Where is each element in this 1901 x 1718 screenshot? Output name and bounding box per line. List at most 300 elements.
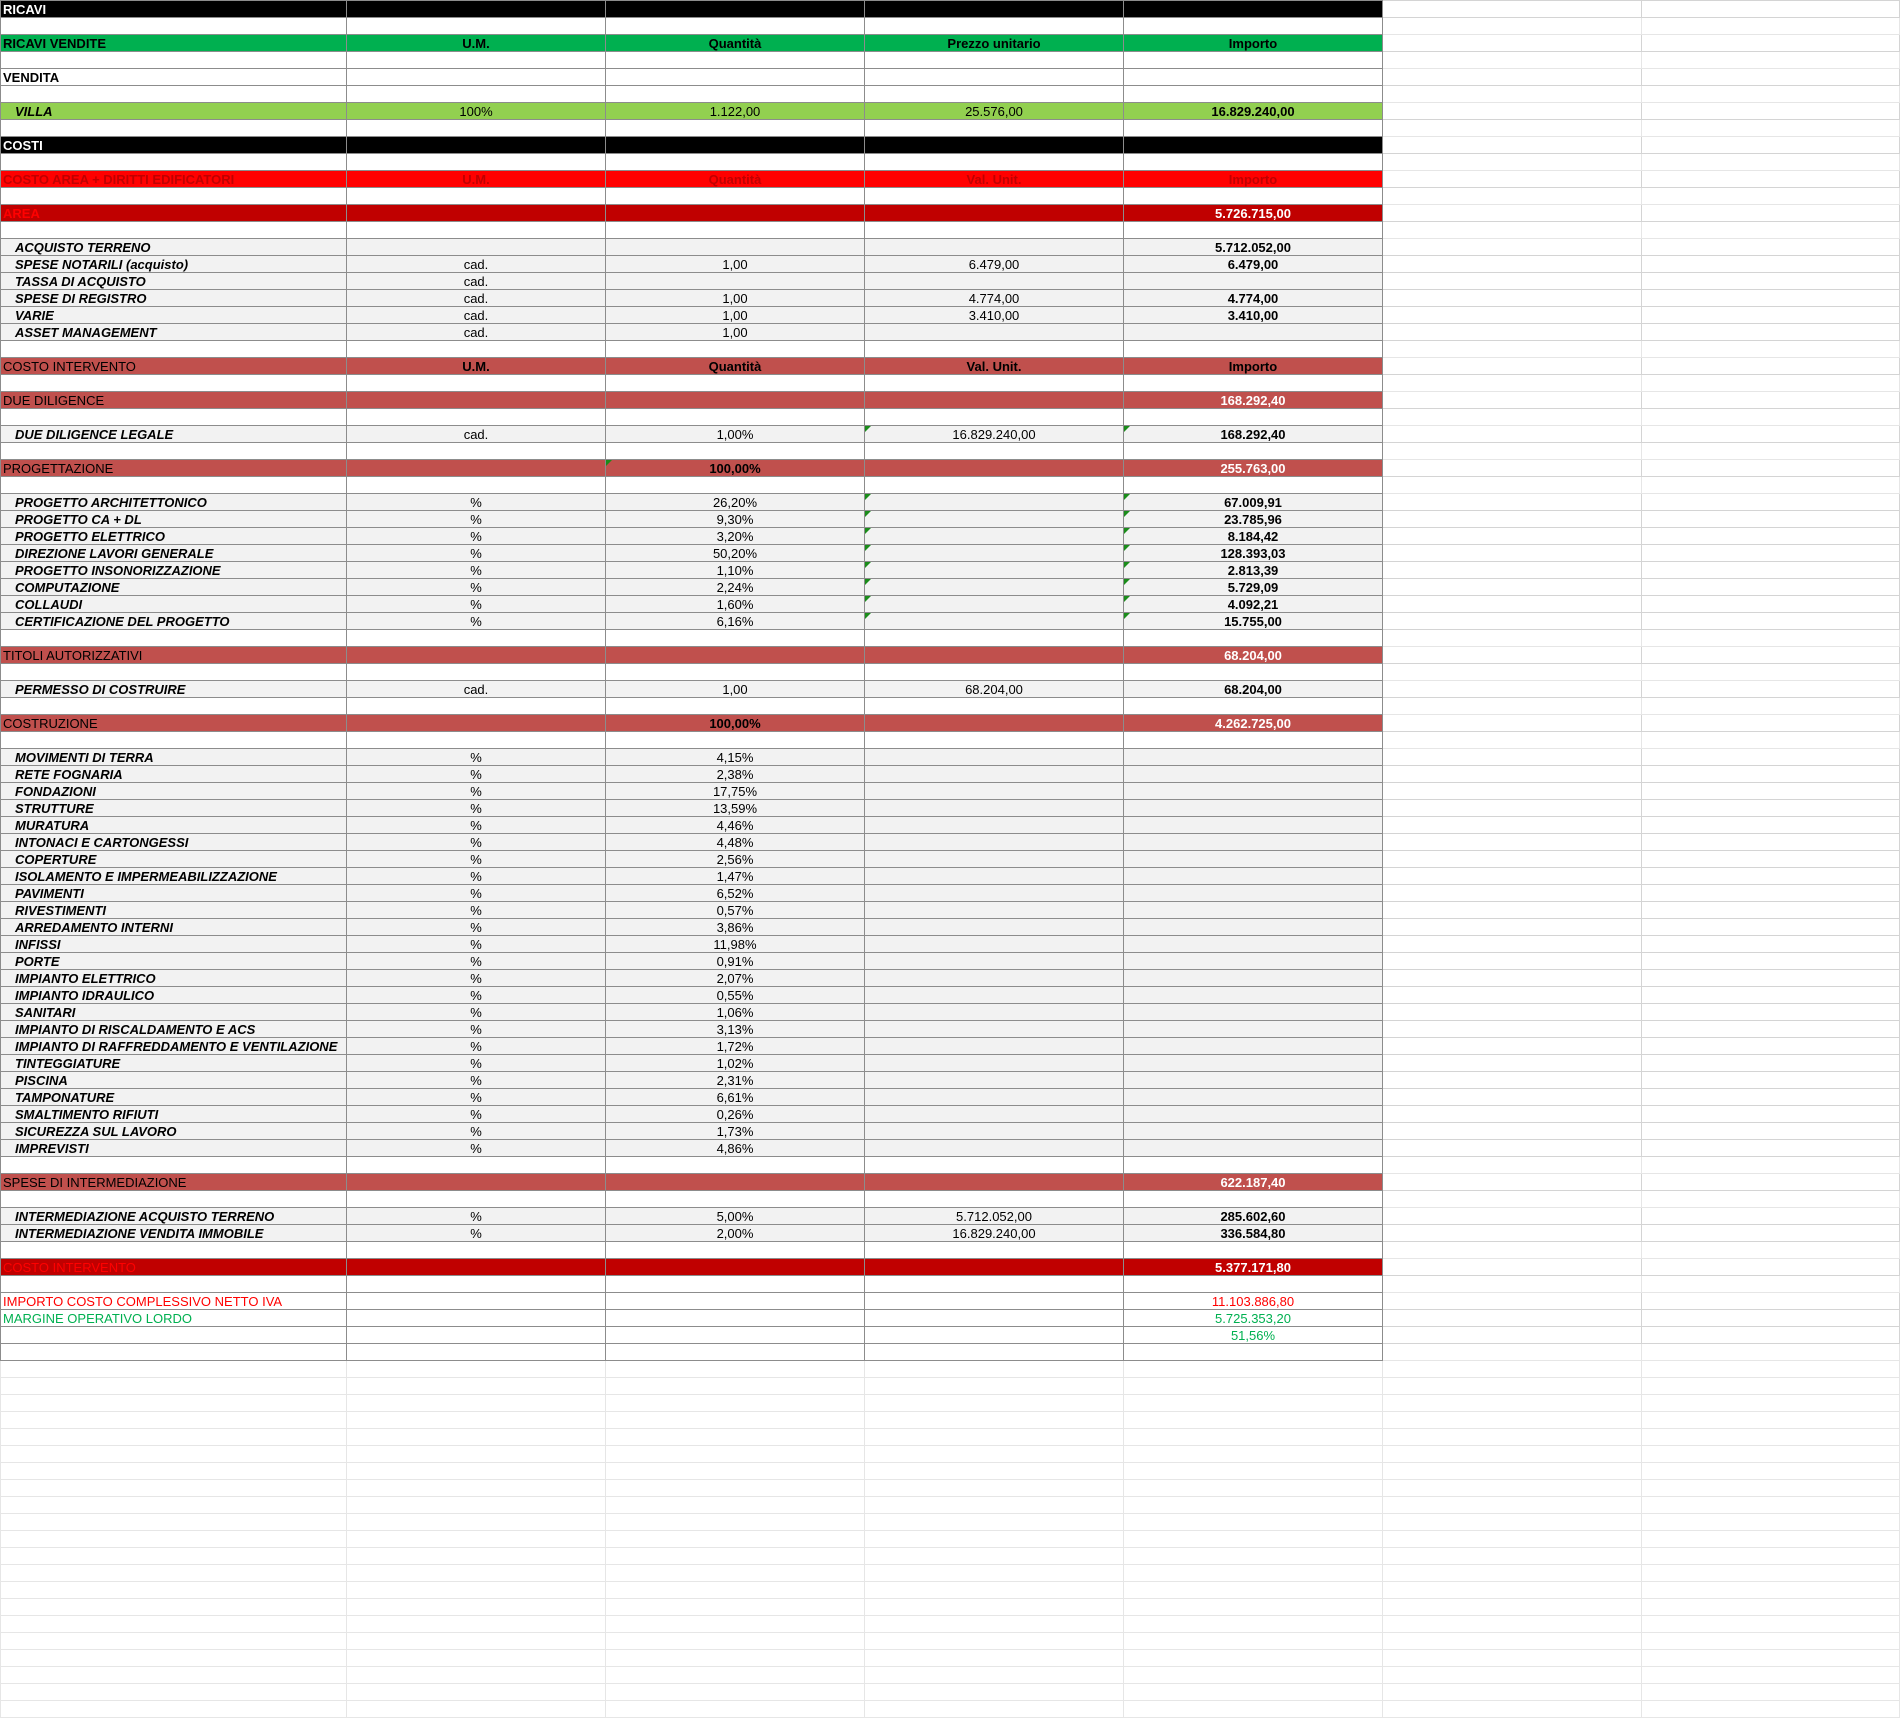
- empty-cell[interactable]: [1383, 1412, 1642, 1429]
- sheet-cell[interactable]: [606, 664, 865, 681]
- sheet-cell[interactable]: 2,31%: [606, 1072, 865, 1089]
- sheet-cell[interactable]: 2,38%: [606, 766, 865, 783]
- empty-cell[interactable]: [1642, 579, 1900, 596]
- sheet-cell[interactable]: 100%: [347, 103, 606, 120]
- empty-cell[interactable]: [1383, 307, 1642, 324]
- sheet-cell[interactable]: [865, 86, 1124, 103]
- sheet-cell[interactable]: %: [347, 936, 606, 953]
- empty-cell[interactable]: [1383, 86, 1642, 103]
- empty-cell[interactable]: [865, 1395, 1124, 1412]
- empty-cell[interactable]: [1642, 987, 1900, 1004]
- empty-cell[interactable]: [1383, 1140, 1642, 1157]
- sheet-cell[interactable]: 5.712.052,00: [865, 1208, 1124, 1225]
- sheet-cell[interactable]: cad.: [347, 307, 606, 324]
- sheet-cell[interactable]: %: [347, 987, 606, 1004]
- empty-cell[interactable]: [1, 1650, 347, 1667]
- empty-cell[interactable]: [1642, 1225, 1900, 1242]
- sheet-cell[interactable]: [865, 18, 1124, 35]
- sheet-cell[interactable]: [347, 630, 606, 647]
- empty-cell[interactable]: [1642, 732, 1900, 749]
- empty-cell[interactable]: [1642, 1191, 1900, 1208]
- empty-cell[interactable]: [606, 1395, 865, 1412]
- sheet-cell[interactable]: [1124, 1140, 1383, 1157]
- sheet-cell[interactable]: [1124, 137, 1383, 154]
- empty-cell[interactable]: [606, 1378, 865, 1395]
- sheet-cell[interactable]: [1124, 1242, 1383, 1259]
- sheet-cell[interactable]: [1124, 120, 1383, 137]
- empty-cell[interactable]: [1642, 426, 1900, 443]
- empty-cell[interactable]: [1642, 1004, 1900, 1021]
- sheet-cell[interactable]: [865, 1123, 1124, 1140]
- sheet-cell[interactable]: [865, 630, 1124, 647]
- sheet-cell[interactable]: [865, 188, 1124, 205]
- sheet-cell[interactable]: 168.292,40: [1124, 392, 1383, 409]
- empty-cell[interactable]: [1642, 1395, 1900, 1412]
- sheet-cell[interactable]: [1124, 1055, 1383, 1072]
- sheet-cell[interactable]: [1124, 409, 1383, 426]
- sheet-cell[interactable]: [606, 205, 865, 222]
- sheet-cell[interactable]: Importo: [1124, 358, 1383, 375]
- sheet-cell[interactable]: [606, 86, 865, 103]
- sheet-cell[interactable]: 13,59%: [606, 800, 865, 817]
- sheet-cell[interactable]: %: [347, 528, 606, 545]
- sheet-cell[interactable]: [1, 1191, 347, 1208]
- empty-cell[interactable]: [347, 1361, 606, 1378]
- empty-cell[interactable]: [1642, 749, 1900, 766]
- sheet-cell[interactable]: 11,98%: [606, 936, 865, 953]
- sheet-cell[interactable]: IMPIANTO DI RAFFREDDAMENTO E VENTILAZIONE: [1, 1038, 347, 1055]
- sheet-cell[interactable]: [865, 698, 1124, 715]
- sheet-cell[interactable]: [606, 1259, 865, 1276]
- empty-cell[interactable]: [347, 1395, 606, 1412]
- empty-cell[interactable]: [1383, 1650, 1642, 1667]
- empty-cell[interactable]: [1124, 1412, 1383, 1429]
- empty-cell[interactable]: [606, 1429, 865, 1446]
- empty-cell[interactable]: [1383, 868, 1642, 885]
- empty-cell[interactable]: [1383, 358, 1642, 375]
- sheet-cell[interactable]: [1124, 987, 1383, 1004]
- sheet-cell[interactable]: 1,06%: [606, 1004, 865, 1021]
- sheet-cell[interactable]: [1124, 630, 1383, 647]
- sheet-cell[interactable]: [865, 936, 1124, 953]
- empty-cell[interactable]: [1642, 1701, 1900, 1718]
- sheet-cell[interactable]: [347, 1276, 606, 1293]
- empty-cell[interactable]: [1124, 1531, 1383, 1548]
- sheet-cell[interactable]: [347, 732, 606, 749]
- sheet-cell[interactable]: COSTO AREA + DIRITTI EDIFICATORI: [1, 171, 347, 188]
- sheet-cell[interactable]: [1, 154, 347, 171]
- sheet-cell[interactable]: [606, 647, 865, 664]
- empty-cell[interactable]: [865, 1616, 1124, 1633]
- sheet-cell[interactable]: [1124, 851, 1383, 868]
- sheet-cell[interactable]: [1124, 970, 1383, 987]
- empty-cell[interactable]: [1, 1429, 347, 1446]
- empty-cell[interactable]: [1383, 426, 1642, 443]
- sheet-cell[interactable]: [606, 392, 865, 409]
- sheet-cell[interactable]: [1, 18, 347, 35]
- sheet-cell[interactable]: [865, 1140, 1124, 1157]
- sheet-cell[interactable]: 15.755,00: [1124, 613, 1383, 630]
- sheet-cell[interactable]: INTERMEDIAZIONE ACQUISTO TERRENO: [1, 1208, 347, 1225]
- empty-cell[interactable]: [1383, 494, 1642, 511]
- empty-cell[interactable]: [1383, 664, 1642, 681]
- empty-cell[interactable]: [1124, 1395, 1383, 1412]
- sheet-cell[interactable]: [865, 817, 1124, 834]
- sheet-cell[interactable]: [1124, 477, 1383, 494]
- sheet-cell[interactable]: [606, 137, 865, 154]
- empty-cell[interactable]: [1642, 1038, 1900, 1055]
- sheet-cell[interactable]: 17,75%: [606, 783, 865, 800]
- empty-cell[interactable]: [1642, 443, 1900, 460]
- sheet-cell[interactable]: [1, 664, 347, 681]
- empty-cell[interactable]: [1642, 1310, 1900, 1327]
- sheet-cell[interactable]: 0,57%: [606, 902, 865, 919]
- sheet-cell[interactable]: [1124, 1, 1383, 18]
- sheet-cell[interactable]: [1124, 885, 1383, 902]
- sheet-cell[interactable]: 11.103.886,80: [1124, 1293, 1383, 1310]
- empty-cell[interactable]: [865, 1565, 1124, 1582]
- empty-cell[interactable]: [347, 1446, 606, 1463]
- empty-cell[interactable]: [1642, 222, 1900, 239]
- sheet-cell[interactable]: [1124, 1106, 1383, 1123]
- sheet-cell[interactable]: [347, 1327, 606, 1344]
- empty-cell[interactable]: [1383, 1480, 1642, 1497]
- sheet-cell[interactable]: U.M.: [347, 358, 606, 375]
- sheet-cell[interactable]: [865, 613, 1124, 630]
- sheet-cell[interactable]: [865, 494, 1124, 511]
- empty-cell[interactable]: [1383, 69, 1642, 86]
- empty-cell[interactable]: [1642, 494, 1900, 511]
- empty-cell[interactable]: [1383, 1038, 1642, 1055]
- empty-cell[interactable]: [1383, 35, 1642, 52]
- empty-cell[interactable]: [1383, 1531, 1642, 1548]
- sheet-cell[interactable]: 5.726.715,00: [1124, 205, 1383, 222]
- empty-cell[interactable]: [1642, 919, 1900, 936]
- sheet-cell[interactable]: 1,00: [606, 324, 865, 341]
- sheet-cell[interactable]: VARIE: [1, 307, 347, 324]
- sheet-cell[interactable]: [865, 732, 1124, 749]
- empty-cell[interactable]: [1642, 409, 1900, 426]
- empty-cell[interactable]: [1642, 562, 1900, 579]
- empty-cell[interactable]: [1383, 1004, 1642, 1021]
- sheet-cell[interactable]: RICAVI: [1, 1, 347, 18]
- sheet-cell[interactable]: [865, 868, 1124, 885]
- sheet-cell[interactable]: %: [347, 1123, 606, 1140]
- empty-cell[interactable]: [1642, 1429, 1900, 1446]
- sheet-cell[interactable]: [865, 545, 1124, 562]
- sheet-cell[interactable]: [1, 443, 347, 460]
- sheet-cell[interactable]: 4.774,00: [1124, 290, 1383, 307]
- sheet-cell[interactable]: [606, 443, 865, 460]
- sheet-cell[interactable]: 26,20%: [606, 494, 865, 511]
- sheet-cell[interactable]: [606, 477, 865, 494]
- sheet-cell[interactable]: [865, 1021, 1124, 1038]
- sheet-cell[interactable]: [865, 800, 1124, 817]
- empty-cell[interactable]: [1383, 409, 1642, 426]
- sheet-cell[interactable]: [606, 1191, 865, 1208]
- empty-cell[interactable]: [1383, 1633, 1642, 1650]
- empty-cell[interactable]: [1383, 715, 1642, 732]
- sheet-cell[interactable]: 6.479,00: [865, 256, 1124, 273]
- empty-cell[interactable]: [1124, 1667, 1383, 1684]
- sheet-cell[interactable]: COLLAUDI: [1, 596, 347, 613]
- empty-cell[interactable]: [347, 1599, 606, 1616]
- sheet-cell[interactable]: cad.: [347, 273, 606, 290]
- empty-cell[interactable]: [606, 1599, 865, 1616]
- sheet-cell[interactable]: 1,00: [606, 307, 865, 324]
- sheet-cell[interactable]: 4.262.725,00: [1124, 715, 1383, 732]
- sheet-cell[interactable]: 6,16%: [606, 613, 865, 630]
- sheet-cell[interactable]: PAVIMENTI: [1, 885, 347, 902]
- empty-cell[interactable]: [1383, 1616, 1642, 1633]
- empty-cell[interactable]: [1642, 1514, 1900, 1531]
- sheet-cell[interactable]: [1124, 1157, 1383, 1174]
- sheet-cell[interactable]: [1, 1276, 347, 1293]
- sheet-cell[interactable]: [347, 18, 606, 35]
- empty-cell[interactable]: [1124, 1446, 1383, 1463]
- sheet-cell[interactable]: Prezzo unitario: [865, 35, 1124, 52]
- empty-cell[interactable]: [1383, 18, 1642, 35]
- sheet-cell[interactable]: [347, 647, 606, 664]
- empty-cell[interactable]: [1383, 1395, 1642, 1412]
- empty-cell[interactable]: [865, 1378, 1124, 1395]
- sheet-cell[interactable]: TINTEGGIATURE: [1, 1055, 347, 1072]
- empty-cell[interactable]: [1124, 1701, 1383, 1718]
- empty-cell[interactable]: [1, 1395, 347, 1412]
- sheet-cell[interactable]: [1, 477, 347, 494]
- sheet-cell[interactable]: [347, 1191, 606, 1208]
- sheet-cell[interactable]: [606, 1157, 865, 1174]
- empty-cell[interactable]: [865, 1446, 1124, 1463]
- empty-cell[interactable]: [1642, 358, 1900, 375]
- empty-cell[interactable]: [1642, 341, 1900, 358]
- sheet-cell[interactable]: 1,10%: [606, 562, 865, 579]
- sheet-cell[interactable]: [606, 1344, 865, 1361]
- empty-cell[interactable]: [1642, 1174, 1900, 1191]
- empty-cell[interactable]: [606, 1565, 865, 1582]
- empty-cell[interactable]: [1124, 1378, 1383, 1395]
- sheet-cell[interactable]: %: [347, 1055, 606, 1072]
- sheet-cell[interactable]: [865, 222, 1124, 239]
- sheet-cell[interactable]: STRUTTURE: [1, 800, 347, 817]
- sheet-cell[interactable]: [1, 222, 347, 239]
- empty-cell[interactable]: [1642, 936, 1900, 953]
- sheet-cell[interactable]: 25.576,00: [865, 103, 1124, 120]
- sheet-cell[interactable]: [1124, 902, 1383, 919]
- empty-cell[interactable]: [1124, 1633, 1383, 1650]
- sheet-cell[interactable]: [606, 1, 865, 18]
- sheet-cell[interactable]: %: [347, 1021, 606, 1038]
- sheet-cell[interactable]: [1124, 154, 1383, 171]
- sheet-cell[interactable]: [1, 86, 347, 103]
- sheet-cell[interactable]: TITOLI AUTORIZZATIVI: [1, 647, 347, 664]
- sheet-cell[interactable]: [1, 375, 347, 392]
- sheet-cell[interactable]: %: [347, 613, 606, 630]
- empty-cell[interactable]: [865, 1650, 1124, 1667]
- empty-cell[interactable]: [1642, 1140, 1900, 1157]
- sheet-cell[interactable]: [606, 1276, 865, 1293]
- empty-cell[interactable]: [1383, 1361, 1642, 1378]
- empty-cell[interactable]: [1, 1667, 347, 1684]
- empty-cell[interactable]: [606, 1514, 865, 1531]
- sheet-cell[interactable]: [606, 120, 865, 137]
- empty-cell[interactable]: [1642, 953, 1900, 970]
- empty-cell[interactable]: [1383, 953, 1642, 970]
- sheet-cell[interactable]: cad.: [347, 426, 606, 443]
- sheet-cell[interactable]: [606, 341, 865, 358]
- sheet-cell[interactable]: [347, 409, 606, 426]
- empty-cell[interactable]: [1642, 1242, 1900, 1259]
- empty-cell[interactable]: [1383, 1157, 1642, 1174]
- empty-cell[interactable]: [1642, 528, 1900, 545]
- sheet-cell[interactable]: [865, 460, 1124, 477]
- empty-cell[interactable]: [1, 1701, 347, 1718]
- empty-cell[interactable]: [1642, 69, 1900, 86]
- sheet-cell[interactable]: [865, 647, 1124, 664]
- sheet-cell[interactable]: [865, 1242, 1124, 1259]
- empty-cell[interactable]: [1642, 1293, 1900, 1310]
- empty-cell[interactable]: [1383, 749, 1642, 766]
- sheet-cell[interactable]: [347, 375, 606, 392]
- empty-cell[interactable]: [1642, 171, 1900, 188]
- sheet-cell[interactable]: [865, 1038, 1124, 1055]
- empty-cell[interactable]: [1383, 1599, 1642, 1616]
- empty-cell[interactable]: [1642, 392, 1900, 409]
- empty-cell[interactable]: [1642, 52, 1900, 69]
- sheet-cell[interactable]: [865, 970, 1124, 987]
- sheet-cell[interactable]: [1124, 1038, 1383, 1055]
- sheet-cell[interactable]: 4.774,00: [865, 290, 1124, 307]
- sheet-cell[interactable]: [1124, 1276, 1383, 1293]
- sheet-cell[interactable]: [865, 511, 1124, 528]
- empty-cell[interactable]: [1124, 1514, 1383, 1531]
- empty-cell[interactable]: [1642, 137, 1900, 154]
- empty-cell[interactable]: [347, 1667, 606, 1684]
- sheet-cell[interactable]: [865, 1106, 1124, 1123]
- empty-cell[interactable]: [1383, 630, 1642, 647]
- sheet-cell[interactable]: SPESE DI INTERMEDIAZIONE: [1, 1174, 347, 1191]
- empty-cell[interactable]: [606, 1446, 865, 1463]
- sheet-cell[interactable]: TAMPONATURE: [1, 1089, 347, 1106]
- empty-cell[interactable]: [1642, 1089, 1900, 1106]
- empty-cell[interactable]: [1124, 1463, 1383, 1480]
- empty-cell[interactable]: [865, 1633, 1124, 1650]
- empty-cell[interactable]: [1383, 851, 1642, 868]
- empty-cell[interactable]: [1383, 256, 1642, 273]
- sheet-cell[interactable]: VILLA: [1, 103, 347, 120]
- sheet-cell[interactable]: COSTO INTERVENTO: [1, 1259, 347, 1276]
- sheet-cell[interactable]: [606, 273, 865, 290]
- empty-cell[interactable]: [1642, 681, 1900, 698]
- sheet-cell[interactable]: [347, 154, 606, 171]
- empty-cell[interactable]: [1642, 273, 1900, 290]
- sheet-cell[interactable]: 5.712.052,00: [1124, 239, 1383, 256]
- empty-cell[interactable]: [1, 1548, 347, 1565]
- sheet-cell[interactable]: [865, 477, 1124, 494]
- sheet-cell[interactable]: [865, 596, 1124, 613]
- empty-cell[interactable]: [347, 1701, 606, 1718]
- empty-cell[interactable]: [1383, 341, 1642, 358]
- empty-cell[interactable]: [1383, 1582, 1642, 1599]
- empty-cell[interactable]: [1642, 460, 1900, 477]
- empty-cell[interactable]: [1642, 1021, 1900, 1038]
- empty-cell[interactable]: [1383, 800, 1642, 817]
- empty-cell[interactable]: [1383, 528, 1642, 545]
- sheet-cell[interactable]: [1124, 1004, 1383, 1021]
- empty-cell[interactable]: [606, 1463, 865, 1480]
- empty-cell[interactable]: [1642, 239, 1900, 256]
- sheet-cell[interactable]: %: [347, 596, 606, 613]
- empty-cell[interactable]: [606, 1412, 865, 1429]
- empty-cell[interactable]: [347, 1582, 606, 1599]
- sheet-cell[interactable]: IMPIANTO DI RISCALDAMENTO E ACS: [1, 1021, 347, 1038]
- sheet-cell[interactable]: %: [347, 834, 606, 851]
- sheet-cell[interactable]: [1124, 800, 1383, 817]
- sheet-cell[interactable]: [1, 1327, 347, 1344]
- sheet-cell[interactable]: [606, 239, 865, 256]
- empty-cell[interactable]: [1383, 273, 1642, 290]
- sheet-cell[interactable]: [1124, 69, 1383, 86]
- sheet-cell[interactable]: [865, 919, 1124, 936]
- sheet-cell[interactable]: 5.725.353,20: [1124, 1310, 1383, 1327]
- empty-cell[interactable]: [865, 1701, 1124, 1718]
- empty-cell[interactable]: [347, 1480, 606, 1497]
- sheet-cell[interactable]: PISCINA: [1, 1072, 347, 1089]
- sheet-cell[interactable]: 1,47%: [606, 868, 865, 885]
- sheet-cell[interactable]: [1, 630, 347, 647]
- empty-cell[interactable]: [1642, 664, 1900, 681]
- sheet-cell[interactable]: 68.204,00: [865, 681, 1124, 698]
- sheet-cell[interactable]: [865, 69, 1124, 86]
- sheet-cell[interactable]: [865, 375, 1124, 392]
- sheet-cell[interactable]: Importo: [1124, 171, 1383, 188]
- sheet-cell[interactable]: [1124, 324, 1383, 341]
- empty-cell[interactable]: [1642, 834, 1900, 851]
- empty-cell[interactable]: [1383, 1242, 1642, 1259]
- sheet-cell[interactable]: [865, 715, 1124, 732]
- empty-cell[interactable]: [1642, 290, 1900, 307]
- empty-cell[interactable]: [1383, 1072, 1642, 1089]
- empty-cell[interactable]: [1383, 1701, 1642, 1718]
- empty-cell[interactable]: [1642, 120, 1900, 137]
- sheet-cell[interactable]: PROGETTO ELETTRICO: [1, 528, 347, 545]
- sheet-cell[interactable]: 5.377.171,80: [1124, 1259, 1383, 1276]
- sheet-cell[interactable]: 68.204,00: [1124, 647, 1383, 664]
- empty-cell[interactable]: [1383, 1021, 1642, 1038]
- sheet-cell[interactable]: [865, 324, 1124, 341]
- sheet-cell[interactable]: [865, 1, 1124, 18]
- empty-cell[interactable]: [1383, 1276, 1642, 1293]
- empty-cell[interactable]: [1642, 154, 1900, 171]
- empty-cell[interactable]: [1124, 1565, 1383, 1582]
- sheet-cell[interactable]: 2.813,39: [1124, 562, 1383, 579]
- empty-cell[interactable]: [347, 1684, 606, 1701]
- sheet-cell[interactable]: cad.: [347, 290, 606, 307]
- sheet-cell[interactable]: 67.009,91: [1124, 494, 1383, 511]
- empty-cell[interactable]: [1383, 987, 1642, 1004]
- empty-cell[interactable]: [1383, 392, 1642, 409]
- sheet-cell[interactable]: [347, 86, 606, 103]
- sheet-cell[interactable]: VENDITA: [1, 69, 347, 86]
- empty-cell[interactable]: [1642, 1378, 1900, 1395]
- empty-cell[interactable]: [1383, 1191, 1642, 1208]
- sheet-cell[interactable]: [347, 1242, 606, 1259]
- empty-cell[interactable]: [1642, 1497, 1900, 1514]
- empty-cell[interactable]: [1383, 732, 1642, 749]
- empty-cell[interactable]: [606, 1361, 865, 1378]
- empty-cell[interactable]: [1642, 545, 1900, 562]
- sheet-cell[interactable]: [606, 1174, 865, 1191]
